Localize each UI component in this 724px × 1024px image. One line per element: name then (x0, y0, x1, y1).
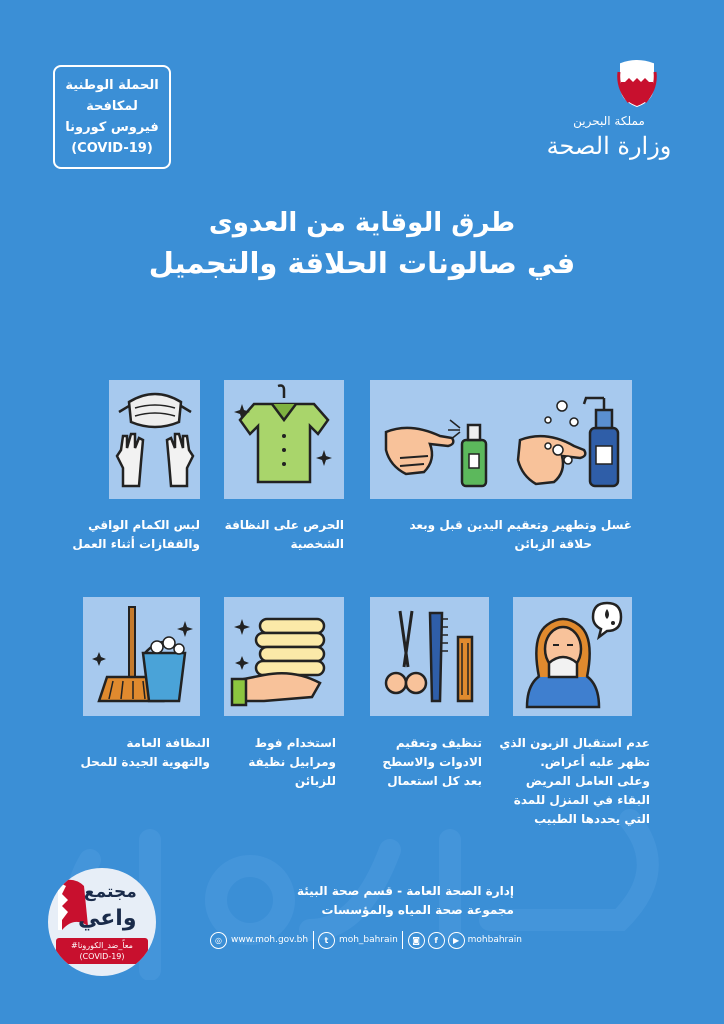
badge-covid: (COVID-19) (79, 952, 125, 961)
divider (402, 931, 403, 949)
title-line-1: طرق الوقاية من العدوى (208, 208, 516, 238)
social-handle[interactable]: mohbahrain (467, 935, 522, 945)
caption-line: ومرابيل نظيفة (248, 755, 336, 769)
page-title (0, 205, 724, 285)
social-group[interactable] (408, 932, 522, 949)
broom-bucket-icon (83, 597, 200, 716)
instagram-icon[interactable]: ◙ (408, 932, 425, 949)
footer-line-1: إدارة الصحة العامة - قسم صحة البيئة (297, 884, 514, 898)
campaign-line: (COVID-19) (71, 141, 153, 156)
mask-gloves-icon (109, 380, 200, 499)
tip-card-sick (513, 597, 632, 716)
badge-hashtag: #معاً_ضد_الكورونا (71, 941, 133, 950)
website-group[interactable] (210, 932, 308, 949)
title-line-2: في صالونات الحلاقة والتجميل (148, 246, 576, 280)
caption-line: الشخصية (290, 537, 344, 551)
caption-line: والقفازات أثناء العمل (72, 537, 200, 551)
tip-caption-hygiene (224, 516, 344, 554)
sick-person-icon (513, 597, 632, 716)
tip-card-mask-gloves (109, 380, 200, 499)
caption-line: الحرص على النظافة (224, 518, 344, 532)
divider (313, 931, 314, 949)
tip-caption-hand-washing (370, 516, 632, 554)
footer-department (230, 882, 514, 920)
campaign-box (53, 65, 171, 169)
tip-caption-sick (480, 734, 650, 829)
clean-shirt-icon (224, 380, 344, 499)
caption-line: النظافة العامة (126, 736, 210, 750)
caption-line: تظهر عليه أعراض. (540, 755, 650, 769)
youtube-icon[interactable]: ▶ (448, 932, 465, 949)
ministry-logo (544, 58, 674, 178)
caption-line: تنظيف وتعقيم (395, 736, 482, 750)
tip-card-hygiene (224, 380, 344, 499)
globe-icon: ◎ (210, 932, 227, 949)
tip-caption-cleaning (60, 734, 210, 772)
caption-line: البقاء في المنزل للمدة (513, 793, 650, 807)
badge-line-2: واعي (78, 906, 137, 931)
campaign-line: الحملة الوطنية (65, 78, 159, 93)
caption-line: لبس الكمام الواقي (88, 518, 200, 532)
towels-icon (224, 597, 344, 716)
caption-line: للزبائن (294, 774, 336, 788)
campaign-line: فيروس كورونا (65, 120, 159, 135)
twitter-handle[interactable]: moh_bahrain (338, 935, 398, 945)
bahrain-emblem-icon (617, 58, 657, 108)
website-link[interactable]: www.moh.gov.bh (231, 935, 309, 945)
badge-line-1: مجتمع (84, 882, 137, 902)
caption-line: غسل وتطهير وتعقيم اليدين قبل وبعد (409, 518, 632, 532)
caption-line: والتهوية الجيدة للمحل (80, 755, 210, 769)
tip-card-cleaning (83, 597, 200, 716)
campaign-line: لمكافحة (86, 99, 138, 114)
badge-hashtag-box (56, 938, 148, 964)
community-badge (48, 868, 156, 976)
tip-card-hand-washing (370, 380, 632, 499)
caption-line: حلاقة الزبائن (514, 537, 592, 551)
twitter-icon[interactable]: t (318, 932, 335, 949)
ministry-name: وزارة الصحة (546, 132, 672, 160)
social-row (210, 931, 522, 949)
facebook-icon[interactable]: f (428, 932, 445, 949)
caption-line: عدم استقبال الزبون الذي (499, 736, 650, 750)
caption-line: الادوات والاسطح (382, 755, 482, 769)
tip-card-towels (224, 597, 344, 716)
caption-line: بعد كل استعمال (387, 774, 482, 788)
footer-line-2: مجموعة صحة المياه والمؤسسات (321, 903, 514, 917)
tip-caption-towels (224, 734, 336, 791)
scissors-comb-icon (370, 597, 489, 716)
caption-line: استخدام فوط (254, 736, 336, 750)
tip-caption-tools (370, 734, 482, 791)
twitter-group[interactable] (318, 932, 398, 949)
caption-line: وعلى العامل المريض (525, 774, 650, 788)
tip-caption-mask-gloves (60, 516, 200, 554)
hand-washing-sanitizer-icon (370, 380, 632, 499)
kingdom-label: مملكة البحرين (573, 114, 645, 128)
tip-card-tools (370, 597, 489, 716)
caption-line: التي يحددها الطبيب (534, 812, 650, 826)
